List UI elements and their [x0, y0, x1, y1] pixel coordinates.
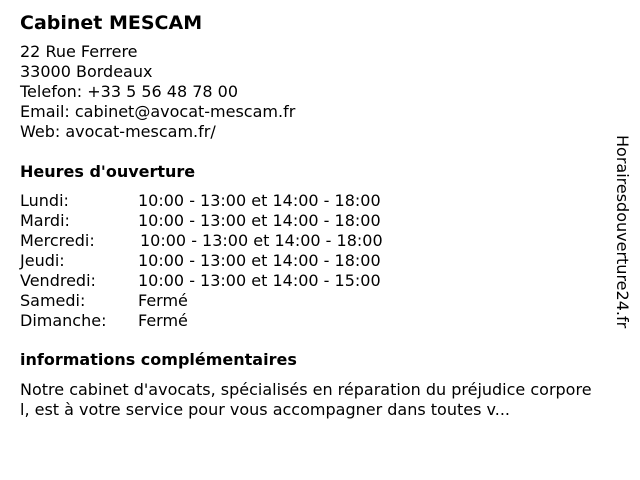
time-value: 10:00 - 13:00 et 14:00 - 18:00 [138, 211, 381, 230]
email-text: Email: cabinet@avocat-mescam.fr [20, 102, 296, 121]
day-label: Samedi: [20, 291, 86, 310]
time-value: 10:00 - 13:00 et 14:00 - 18:00 [140, 231, 383, 250]
day-label: Jeudi: [20, 251, 65, 270]
hours-row-samedi [20, 291, 610, 311]
hours-row-jeudi [20, 251, 610, 271]
address-city: 33000 Bordeaux [20, 62, 153, 81]
time-value: 10:00 - 13:00 et 14:00 - 18:00 [138, 251, 381, 270]
business-card [20, 10, 610, 420]
hours-row-vendredi [20, 271, 610, 291]
web-text: Web: avocat-mescam.fr/ [20, 122, 216, 141]
day-label: Dimanche: [20, 311, 107, 330]
day-label: Lundi: [20, 191, 69, 210]
opening-hours-table [20, 191, 610, 331]
additional-info-description: Notre cabinet d'avocats, spécialisés en réparation du préjudice corporel, est à votre service pour vous accompagner dans toutes v... [20, 380, 592, 419]
time-value: 10:00 - 13:00 et 14:00 - 18:00 [138, 191, 381, 210]
opening-hours-title: Heures d'ouverture [20, 162, 196, 181]
day-label: Mercredi: [20, 231, 95, 250]
time-value: Fermé [138, 291, 188, 310]
day-label: Vendredi: [20, 271, 96, 290]
business-name: Cabinet MESCAM [20, 12, 203, 34]
address-street: 22 Rue Ferrere [20, 42, 138, 61]
phone-text: Telefon: +33 5 56 48 78 00 [20, 82, 239, 101]
time-value: 10:00 - 13:00 et 14:00 - 15:00 [138, 271, 381, 290]
hours-row-dimanche [20, 311, 610, 331]
additional-info-title: informations complémentaires [20, 350, 297, 369]
hours-row-mardi [20, 211, 610, 231]
hours-row-mercredi [20, 231, 610, 251]
site-watermark: Horairesdouverture24.fr [613, 135, 632, 329]
hours-row-lundi [20, 191, 610, 211]
time-value: Fermé [138, 311, 188, 330]
day-label: Mardi: [20, 211, 70, 230]
